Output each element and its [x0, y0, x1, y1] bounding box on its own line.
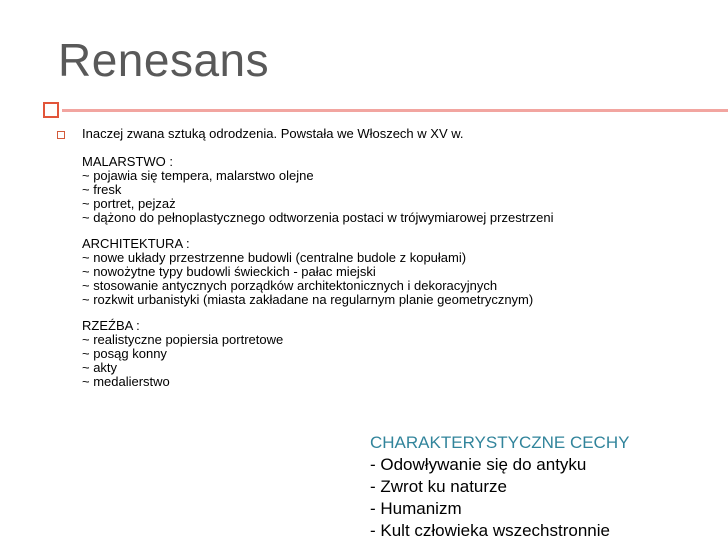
intro-text: Inaczej zwana sztuką odrodzenia. Powstała we Włoszech w XV w. [82, 126, 464, 141]
callout-item: - Kult człowieka wszechstronnie [370, 521, 610, 540]
section-heading: RZEŹBA : [82, 318, 140, 333]
callout-item: - Odowływanie się do antyku [370, 455, 587, 474]
section-heading: ARCHITEKTURA : [82, 236, 190, 251]
list-item: ~ posąg konny [82, 346, 167, 361]
list-item: ~ portret, pejzaż [82, 196, 176, 211]
list-item: ~ fresk [82, 182, 122, 197]
list-item: ~ nowe układy przestrzenne budowli (centralne budole z kopułami) [82, 250, 467, 265]
square-bullet-icon [57, 131, 65, 139]
section-architektura [82, 237, 722, 307]
section-malarstwo [82, 155, 722, 225]
callout-item: - Zwrot ku naturze [370, 477, 507, 496]
list-item: ~ stosowanie antycznych porządków architektonicznych i dekoracyjnych [82, 278, 498, 293]
corner-square-decoration [43, 102, 59, 118]
list-item: ~ pojawia się tempera, malarstwo olejne [82, 168, 314, 183]
slide-body [82, 127, 722, 401]
callout-item: - Humanizm [370, 499, 462, 518]
characteristics-callout [370, 432, 720, 542]
section-heading: MALARSTWO : [82, 154, 174, 169]
slide-title: Renesans [58, 34, 270, 86]
list-item: ~ akty [82, 360, 118, 375]
list-item: ~ realistyczne popiersia portretowe [82, 332, 284, 347]
section-rzezba [82, 319, 722, 389]
list-item: ~ dążono do pełnoplastycznego odtworzenia postaci w trójwymiarowej przestrzeni [82, 210, 554, 225]
list-item: ~ medalierstwo [82, 374, 170, 389]
callout-heading: CHARAKTERYSTYCZNE CECHY [370, 433, 630, 452]
title-divider [62, 109, 728, 112]
list-item: ~ nowożytne typy budowli świeckich - pałac miejski [82, 264, 376, 279]
list-item: ~ rozkwit urbanistyki (miasta zakładane na regularnym planie geometrycznym) [82, 292, 534, 307]
